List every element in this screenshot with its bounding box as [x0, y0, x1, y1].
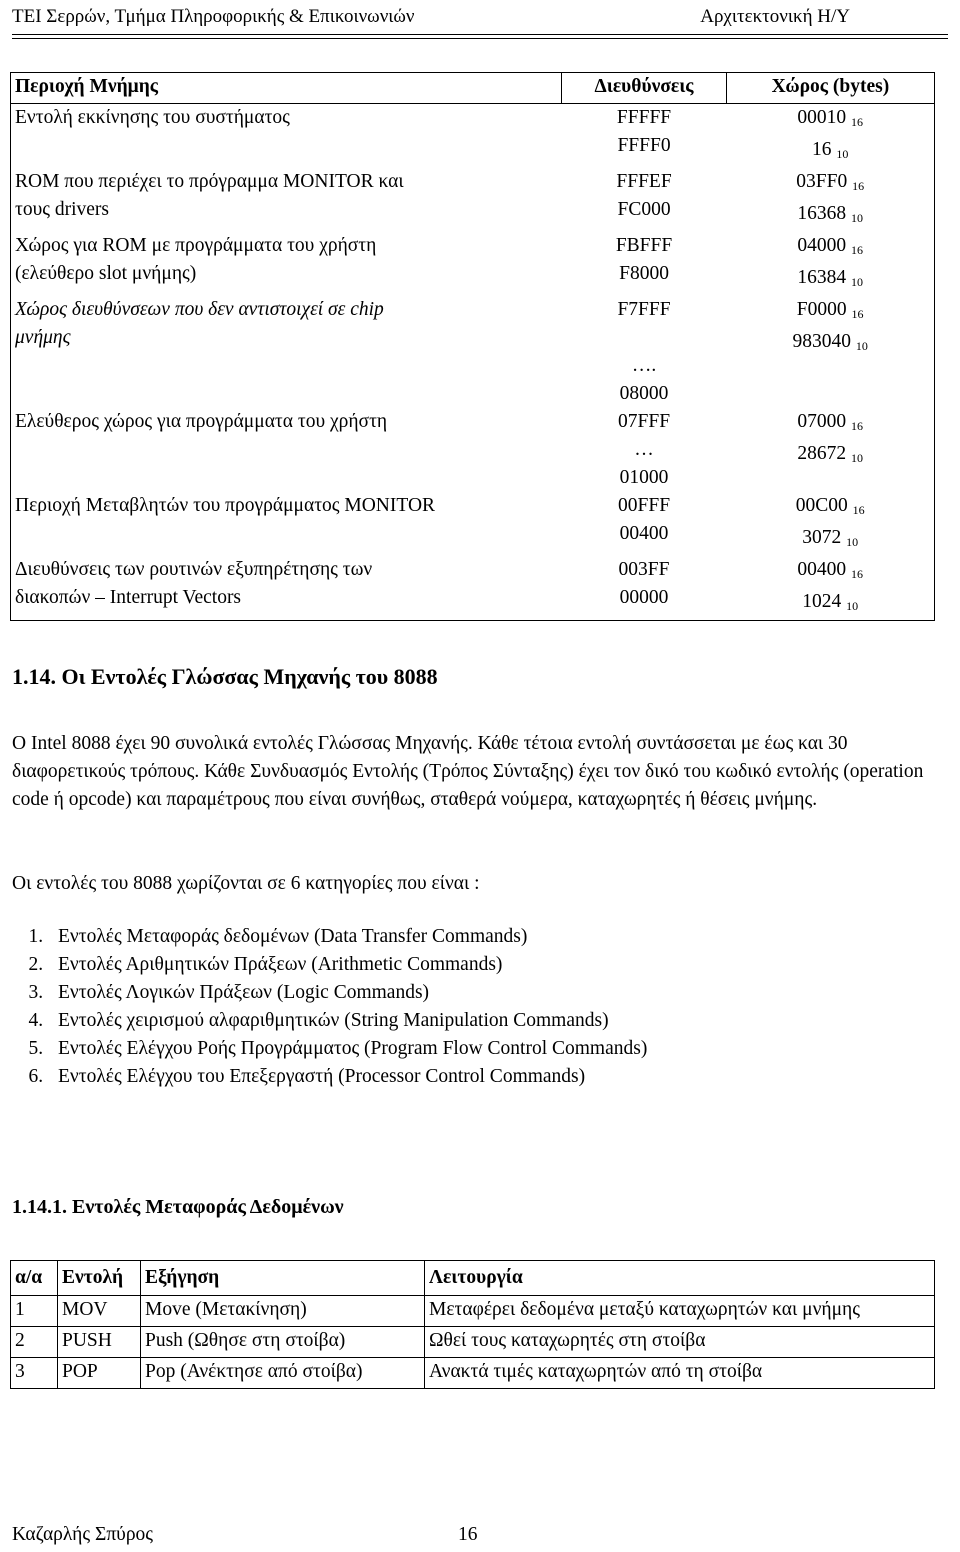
area-text: ROM που περιέχει το πρόγραμμα MONITOR και — [15, 171, 404, 192]
list-item: 2. Εντολές Αριθμητικών Πράξεων (Arithmetic Commands) — [48, 951, 647, 979]
col-header-size: Χώρος (bytes) — [726, 73, 934, 104]
size-dec: 983040 $_{10}$ — [792, 331, 868, 353]
cell-function: Ωθεί τους καταχωρητές στη στοίβα — [425, 1327, 935, 1358]
cell-command: MOV — [58, 1296, 141, 1327]
addr-high: FFFEF — [616, 171, 672, 192]
addr-low: F8000 — [619, 263, 669, 284]
addr-high: 00FFF — [618, 495, 671, 516]
col-header-index: α/α — [11, 1261, 58, 1296]
section-paragraph-1: Ο Intel 8088 έχει 90 συνολικά εντολές Γλώσσας Μηχανής. Κάθε τέτοια εντολή συντάσσεται με έως και 30 διαφορετικούς τρόπους. Κάθε Συνδυασμός Εντολής (Τρόπος Σύνταξης) έχει τον δικό του κωδικό εντολής (operation code ή opcode) και παραμέτρους που είναι συνήθως, σταθερά νούμερα, καταχωρητές ή θέσεις μνήμης. — [12, 733, 924, 810]
cell-index: 3 — [11, 1358, 58, 1389]
table-row — [11, 104, 935, 169]
size-hex: 04000 $_{16}$ — [797, 235, 863, 257]
addr-low: 00400 — [619, 523, 669, 544]
col-header-function: Λειτουργία — [425, 1261, 935, 1296]
header-left: ΤΕΙ Σερρών, Τμήμα Πληροφορικής & Επικοινωνιών — [12, 6, 415, 27]
list-item: 1. Εντολές Μεταφοράς δεδομένων (Data Transfer Commands) — [48, 923, 647, 951]
col-header-explanation: Εξήγηση — [141, 1261, 425, 1296]
table-header-row — [11, 73, 935, 104]
table-row — [11, 1296, 935, 1327]
area-text-2: (ελεύθερο slot μνήμης) — [15, 263, 197, 284]
area-text: Εντολή εκκίνησης του συστήματος — [15, 107, 290, 128]
list-item: 6. Εντολές Ελέγχου του Επεξεργαστή (Processor Control Commands) — [48, 1063, 647, 1091]
table-row — [11, 296, 935, 380]
cell-explanation: Push (Ωθησε στη στοίβα) — [141, 1327, 425, 1358]
size-hex: 07000 $_{16}$ — [797, 411, 863, 433]
size-dec: 16 $_{10}$ — [811, 139, 849, 161]
area-text-2: τους drivers — [15, 199, 109, 220]
memory-map-table — [10, 72, 935, 621]
area-text: Χώρος διευθύνσεων που δεν αντιστοιχεί σε chip — [15, 299, 384, 320]
col-header-addresses: Διευθύνσεις — [562, 73, 727, 104]
addr-high: FFFFF — [616, 107, 672, 128]
area-text-2: μνήμης — [15, 327, 71, 348]
section-paragraph-2: Οι εντολές του 8088 χωρίζονται σε 6 κατηγορίες που είναι : — [12, 873, 480, 894]
table-row — [11, 232, 935, 296]
addr-high: 003FF — [618, 559, 670, 580]
addr-low: FFFF0 — [617, 135, 671, 156]
area-text: Περιοχή Μεταβλητών του προγράμματος MONITOR — [15, 495, 436, 516]
category-list — [12, 923, 647, 1091]
cell-command: POP — [58, 1358, 141, 1389]
cell-explanation: Move (Μετακίνηση) — [141, 1296, 425, 1327]
cell-function: Μεταφέρει δεδομένα μεταξύ καταχωρητών και μνήμης — [425, 1296, 935, 1327]
col-header-command: Εντολή — [58, 1261, 141, 1296]
cell-explanation: Pop (Ανέκτησε από στοίβα) — [141, 1358, 425, 1389]
addr-low: 01000 — [619, 467, 669, 488]
header-right: Αρχιτεκτονική Η/Υ — [700, 6, 850, 27]
addr-low: 00000 — [619, 587, 669, 608]
addr-ellipsis: …. — [631, 355, 657, 376]
table-header-row — [11, 1261, 935, 1296]
area-text-2: διακοπών – Interrupt Vectors — [15, 587, 242, 608]
command-table — [10, 1260, 935, 1389]
size-dec: 16368 $_{10}$ — [797, 203, 863, 225]
section-title: 1.14. Οι Εντολές Γλώσσας Μηχανής του 8088 — [12, 664, 438, 689]
addr-low: FC000 — [617, 199, 671, 220]
size-hex: 00C00 $_{16}$ — [795, 495, 865, 517]
size-hex: 00400 $_{16}$ — [797, 559, 863, 581]
addr-high: FBFFF — [615, 235, 673, 256]
size-dec: 1024 $_{10}$ — [802, 591, 859, 613]
addr-high: F7FFF — [617, 299, 671, 320]
addr-top: 08000 — [619, 383, 669, 404]
area-text: Διευθύνσεις των ρουτινών εξυπηρέτησης των — [15, 559, 373, 580]
footer-page-number: 16 — [458, 1524, 478, 1545]
subsection-title: 1.14.1. Εντολές Μεταφοράς Δεδομένων — [12, 1196, 344, 1218]
size-hex: 00010 $_{16}$ — [797, 107, 863, 129]
footer-author: Καζαρλής Σπύρος — [12, 1524, 154, 1545]
header-rule-2 — [12, 38, 948, 39]
size-dec: 28672 $_{10}$ — [797, 443, 863, 465]
area-text: Ελεύθερος χώρος για προγράμματα του χρήστη — [15, 411, 388, 432]
table-row — [11, 1358, 935, 1389]
cell-index: 1 — [11, 1296, 58, 1327]
table-row — [11, 380, 935, 492]
cell-command: PUSH — [58, 1327, 141, 1358]
addr-high: 07FFF — [618, 411, 671, 432]
cell-index: 2 — [11, 1327, 58, 1358]
cell-function: Ανακτά τιμές καταχωρητών από τη στοίβα — [425, 1358, 935, 1389]
table-row — [11, 556, 935, 621]
table-row — [11, 168, 935, 232]
list-item: 5. Εντολές Ελέγχου Ροής Προγράμματος (Program Flow Control Commands) — [48, 1035, 647, 1063]
list-item: 4. Εντολές χειρισμού αλφαριθμητικών (String Manipulation Commands) — [48, 1007, 647, 1035]
table-row — [11, 492, 935, 556]
size-dec: 16384 $_{10}$ — [797, 267, 863, 289]
list-item: 3. Εντολές Λογικών Πράξεων (Logic Commands) — [48, 979, 647, 1007]
addr-ellipsis: … — [634, 439, 654, 460]
area-text: Χώρος για ROM με προγράμματα του χρήστη — [15, 235, 377, 256]
size-dec: 3072 $_{10}$ — [802, 527, 859, 549]
table-row — [11, 1327, 935, 1358]
header-rule — [12, 34, 948, 35]
size-hex: 03FF0 $_{16}$ — [796, 171, 865, 193]
size-hex: F0000 $_{16}$ — [796, 299, 864, 321]
col-header-area: Περιοχή Μνήμης — [11, 73, 562, 104]
